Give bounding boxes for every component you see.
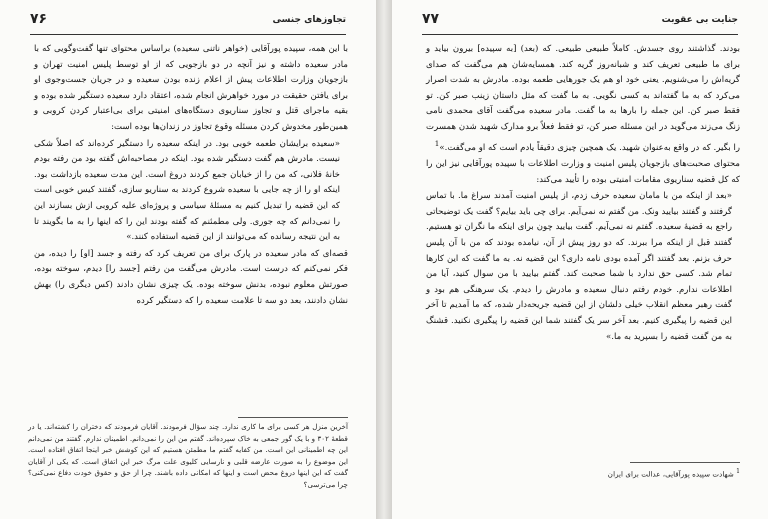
header-rule xyxy=(30,34,346,35)
header-rule xyxy=(422,34,738,35)
paragraph: محتوای صحبت‌های بازجویان پلیس امنیت و وزارت اطلاعات با سپیده پورآقایی نیز این را که کل قضیه سناریوی مقامات امنیتی بوده را تأیید می‌کند: xyxy=(426,159,740,185)
quote-paragraph xyxy=(426,42,740,156)
left-page-body xyxy=(34,42,348,310)
quote-text: بودند. گذاشتند روی جسدش. کاملاً طبیعی طبیعی. که (بعد) [به سپیده] بیرون بیاید و برای ما طبیعی تعریف کند و شبانه‌روز گریه کند. همسایه‌شان هم می‌گفت که صدای گریه‌اش را می‌شنویم. یعنی خود او هم یک جورهایی طعمه بوده. مادرش به شدت اصرار می‌کرد که به ما گفته‌اند به کسی نگویی. به ما گفت که مثل داستان زینب صبر کن. تو فقط صبر کن. این جمله را بارها به ما گفت. مادر سعیده می‌گفت آقای محمدی نامی زنگ می‌زند می‌گوید در این مسئله صبر کن، تو فقط فعلاً برو مدارک شهید شدن همسرت را بگیر. که در واقع به‌عنوان شهید. یک همچین چیزی دقیقاً یادم است که او می‌گفت.» xyxy=(426,44,740,153)
book-gutter xyxy=(376,0,392,519)
page-number: ۷۷ xyxy=(422,11,440,27)
quote-paragraph: «سعیده برایشان طعمه خوبی بود. در اینکه سعیده را دستگیر کرده‌اند که اصلاً شکی نیست. مادرش هم گفت دستگیر شده بود. اینکه در مصاحبه‌اش گفته بود من رفته بودم خانهٔ فلانی، که من را از خیابان جمع کردند دروغ است. این مدت سعیده بازداشت بود. اینکه او را از چه جایی با سعیده شروع کردند به سناریو سازی، گفتند کیس خوبی است که این قضیه را تبدیل کنیم به مسئلهٔ سیاسی و پروژه‌ای علیه کروبی ازش بسازند این را نمی‌دانم که چه جوری. ولی مطمئنم که گفته بودند این را که اینها را به ما بگویند تا به این نتیجه رسانده که می‌توانند از این قضیه استفاده کنند.» xyxy=(34,138,340,243)
right-page-body xyxy=(426,42,740,346)
paragraph: قصه‌ای که مادر سعیده در پارک برای من تعریف کرد که رفته و جسد [او] را دیده، من فکر نمی‌کنم که درست است. مادرش می‌گفت من رفتم [جسد را] دیدم، سوخته بوده، صورتش معلوم نبوده، بدنش سوخته بوده. یک چیزی نشان دادند (کس دیگری را) بهش نشان دادنند، بعد دو سه تا علامت سعیده را که دستگیر کرده xyxy=(34,248,348,306)
running-title: جنایت بی عقوبت xyxy=(661,15,738,25)
quote-paragraph: «بعد از اینکه من با مامان سعیده حرف زدم، از پلیس امنیت آمدند سراغ ما. با تماس گرفتند و گفتند بیایید ونک. من گفتم نه نمی‌آیم. برای چی باید بیایم؟ گفت یک توضیحاتی راجع به قضیهٔ سعیده. گفتم نه نمی‌آیم. گفت بیایید چون برای اینکه ما نگران تو هستیم. گفتند قبل از اینکه مرا ببرند. که دو روز پیش از آن، نیامده بودند که من با آن پلیس حرف بزنم. بعد گفتند اگر آمده بودی نامه داری؟ این قضیه نه. به ما گفت که این کارها تمام شد. کسی حق ندارد با شما صحبت کند. گفتم بیایید با من سوال کنید، آیا من اطلاعات ندارم. خودم رفتم دنبال سعیده و مادرش را دیدم. یک سرهنگی هم بود و گفت رهبر معظم انقلاب خیلی دلشان از این قضیه جریحه‌دار شده، که ما آمدیم تا آخر این قضیه را پیگیری کنیم. بعد آخر سر یک گفتند شما این قضیه را پیگیری نکنید. قشنگ به من گفت قضیه را بسپرید به ما.» xyxy=(426,191,732,342)
running-title: تجاوزهای جنسی xyxy=(272,15,346,25)
footnote-mark: 1 xyxy=(434,138,440,148)
left-page-header xyxy=(30,11,346,30)
page-number: ۷۶ xyxy=(30,11,48,27)
footnote-text: شهادت سپیده پورآقایی، عدالت برای ایران xyxy=(607,469,734,479)
footnote-rule xyxy=(630,462,740,463)
footnote-number: 1 xyxy=(736,468,740,475)
footnote xyxy=(420,466,740,480)
left-page xyxy=(0,0,376,519)
footnote-rule xyxy=(238,417,348,418)
paragraph: با این همه، سپیده پورآقایی (خواهر ناتنی سعیده) براساس محتوای تنها گفت‌وگویی که با مادر سعیده داشته و نیز آنچه در دو بازجویی که از او توسط پلیس امنیت تهران و بازجویان وزارت اطلاعات پیش از اعلام زنده بودن سعیده و در جریان جست‌وجوی او برای یافتن حقیقت در مورد خواهرش انجام شده، اعتقاد دارد سعیده دستگیر شده بوده و بقیه ماجرای قتل و تجاوز سناریوی دستگاه‌های امنیتی برای بی‌اعتبار کردن کروبی و همین‌طور مخدوش کردن مسئله وقوع تجاوز در زندان‌ها بوده است: xyxy=(34,44,348,132)
right-page xyxy=(392,0,768,519)
footnote: آخرین منزل هر کسی برای ما کاری ندارد. چند سؤال فرمودند. آقایان فرمودند که دختران را کشته‌اند. یا در قطعهٔ ۳۰۲ و با یک گور جمعی به خاک سپرده‌اند. گفتم من این را نمی‌دانم. اطمینان ندارم. گفتند من نمی‌دانم این چه اطمینانی این است. من کفایه گفتم ما مطمئن هستیم که این کوشش خبر اینجا اتفاق افتاده است. این موضوع را به صورت عارضه قلبی و نارسایی کلیوی علت مرگ خبر این اتفاق است. که یکی از آقایان گفت که این اینها دروغ محض است و اینها که امکانی داده باشند. چرا از حق و حقوق خودت دفاع نمی‌کنی؟ چرا می‌ترسی؟ xyxy=(28,422,348,489)
right-page-header xyxy=(422,11,738,30)
